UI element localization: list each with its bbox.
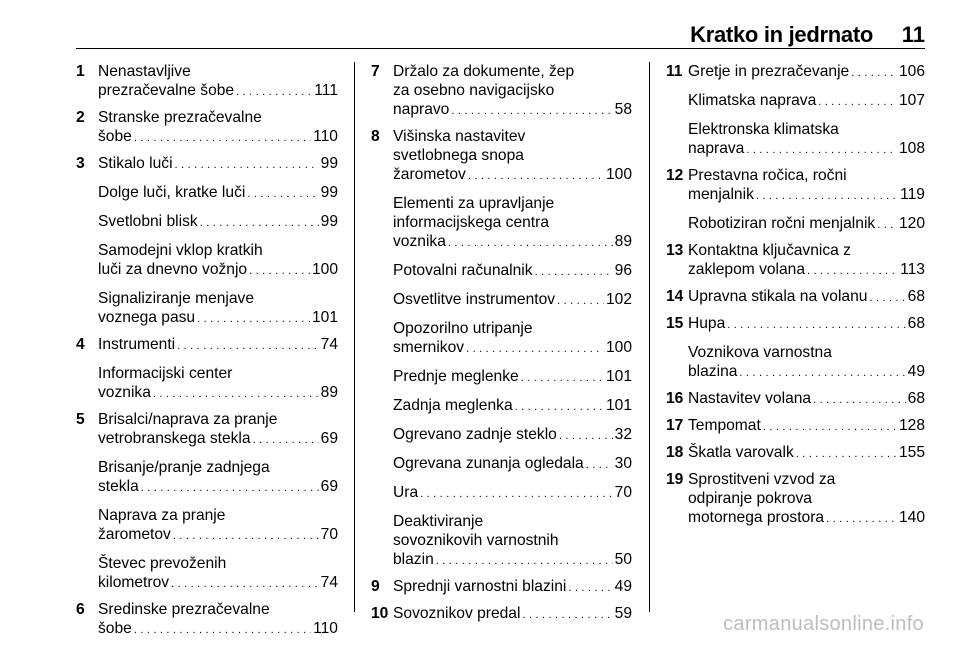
dot-leader [451,100,612,121]
entry-leader-line [98,619,338,640]
entry-leader-line [393,100,632,121]
dot-leader [818,91,897,112]
dot-leader [236,81,312,102]
entry-leader-line [688,91,925,112]
page-reference: 68 [907,288,925,305]
dot-leader [515,396,604,417]
entry-leader-line [393,165,632,186]
page-reference: 96 [614,262,632,279]
toc-entry [76,458,338,498]
entry-title: Svetlobni blisk [98,213,198,230]
entry-leader-line [393,550,632,571]
entry-number: 1 [76,63,85,80]
page-reference: 89 [614,233,632,250]
entry-text-line: za osebno navigacijsko [393,82,555,99]
page-reference: 49 [614,578,632,595]
entry-title: Gretje in prezračevanje [688,63,850,80]
toc-entry [666,214,925,235]
entry-leader-line [688,214,925,235]
entry-text-line: Sredinske prezračevalne [98,601,270,618]
entry-leader-line [98,429,338,450]
toc-entry [666,416,925,437]
entry-number: 14 [666,288,684,305]
toc-entry [76,241,338,281]
toc-entry [371,367,632,388]
page-reference: 99 [320,184,338,201]
entry-text-line: Deaktiviranje [393,513,484,530]
entry-number: 15 [666,315,684,332]
page-reference: 59 [614,605,632,622]
entry-title: Stikalo luči [98,155,173,172]
entry-leader-line [393,604,632,625]
page-reference: 74 [320,574,338,591]
entry-title: voznika [393,233,446,250]
page-reference: 58 [614,101,632,118]
dot-leader [420,483,613,504]
entry-title: luči za dnevno vožnjo [98,261,248,278]
dot-leader [253,429,319,450]
entry-title: Potovalni računalnik [393,262,533,279]
page-reference: 32 [614,426,632,443]
entry-title: prezračevalne šobe [98,82,235,99]
entry-title: Sovoznikov predal [393,605,521,622]
dot-leader [826,508,897,529]
toc-entry [666,343,925,383]
dot-leader [197,308,310,329]
entry-leader-line [688,416,925,437]
page-reference: 70 [614,484,632,501]
toc-entry [371,194,632,253]
entry-leader-line [688,389,925,410]
toc-entry [76,62,338,102]
entry-leader-line [98,525,338,546]
page-reference: 100 [605,339,632,356]
toc-entry [371,454,632,475]
dot-leader [177,335,319,356]
entry-leader-line [393,338,632,359]
dot-leader [134,619,311,640]
watermark: carmanualsonline.info [723,613,924,635]
entry-title: Instrumenti [98,336,176,353]
dot-leader [521,367,604,388]
entry-leader-line [98,335,338,356]
page-number: 11 [901,22,925,47]
toc-column-2 [371,62,632,631]
entry-title: Robotiziran ročni menjalnik [688,215,876,232]
entry-title: stekla [98,478,139,495]
page-reference: 68 [907,315,925,332]
page-reference: 140 [898,509,925,526]
entry-title: blazin [393,551,434,568]
entry-leader-line [98,260,338,281]
toc-entry [76,364,338,404]
toc-entry [666,241,925,281]
entry-leader-line [98,127,338,148]
toc-entry [76,554,338,594]
dot-leader [557,290,604,311]
entry-text-line: Brisalci/naprava za pranje [98,411,278,428]
toc-entry [371,396,632,417]
toc-entry [666,62,925,83]
toc-entry [76,506,338,546]
entry-title: motornega prostora [688,509,825,526]
column-divider [649,62,650,612]
entry-text-line: Naprava za pranje [98,507,226,524]
entry-number: 16 [666,390,684,407]
entry-number: 6 [76,601,85,618]
entry-leader-line [688,362,925,383]
entry-title: zaklepom volana [688,261,806,278]
entry-title: menjalnik [688,186,754,203]
dot-leader [586,454,613,475]
entry-number: 12 [666,167,684,184]
entry-number: 3 [76,155,85,172]
entry-text-line: Elektronska klimatska [688,121,839,138]
entry-leader-line [393,425,632,446]
entry-leader-line [393,367,632,388]
page-reference: 70 [320,526,338,543]
dot-leader [448,232,613,253]
entry-title: blazina [688,363,738,380]
page-reference: 50 [614,551,632,568]
toc-entry [371,512,632,571]
dot-leader [200,212,319,233]
entry-leader-line [393,577,632,598]
entry-text-line: Informacijski center [98,365,233,382]
entry-leader-line [98,212,338,233]
entry-text-line: odpiranje pokrova [688,490,812,507]
entry-number: 8 [371,128,380,145]
dot-leader [249,260,310,281]
entry-leader-line [98,383,338,404]
entry-number: 19 [666,471,684,488]
entry-text-line: Stranske prezračevalne [98,109,262,126]
dot-leader [851,62,897,83]
page-reference: 107 [898,92,925,109]
entry-title: napravo [393,101,450,118]
entry-number: 2 [76,109,85,126]
toc-entry [666,314,925,335]
toc-entry [666,287,925,308]
toc-entry [76,410,338,450]
entry-text-line: Sprostitveni vzvod za [688,471,836,488]
dot-leader [739,362,905,383]
entry-leader-line [393,454,632,475]
entry-title: Tempomat [688,417,761,434]
entry-title: Dolge luči, kratke luči [98,184,246,201]
dot-leader [134,127,311,148]
entry-title: Osvetlitve instrumentov [393,291,556,308]
page-reference: 49 [907,363,925,380]
entry-leader-line [98,81,338,102]
toc-entry [371,261,632,282]
toc-entry [371,425,632,446]
dot-leader [877,214,897,235]
toc-entry [76,183,338,204]
page-reference: 110 [313,128,338,145]
entry-text-line: Signaliziranje menjave [98,290,255,307]
entry-title: voznika [98,384,151,401]
page-reference: 99 [320,155,338,172]
toc-entry [76,108,338,148]
dot-leader [807,260,898,281]
entry-title: Ogrevano zadnje steklo [393,426,557,443]
toc-column-1 [76,62,338,646]
entry-title: vetrobranskega stekla [98,430,251,447]
entry-leader-line [688,314,925,335]
page-reference: 101 [605,368,632,385]
entry-number: 18 [666,444,684,461]
dot-leader [522,604,612,625]
entry-text-line: Elementi za upravljanje [393,195,555,212]
entry-leader-line [393,261,632,282]
toc-entry [666,470,925,529]
entry-leader-line [688,260,925,281]
dot-leader [153,383,319,404]
entry-leader-line [688,443,925,464]
toc-entry [76,600,338,640]
dot-leader [869,287,905,308]
page-reference: 120 [898,215,925,232]
entry-text-line: Samodejni vklop kratkih [98,242,263,259]
page-reference: 119 [900,186,925,203]
entry-text-line: Števec prevoženih [98,555,227,572]
dot-leader [141,477,319,498]
page-reference: 128 [898,417,925,434]
entry-number: 11 [666,63,683,80]
page-reference: 111 [314,82,338,99]
entry-title: Nastavitev volana [688,390,812,407]
entry-text-line: svetlobnega snopa [393,147,524,164]
toc-column-3 [666,62,925,535]
dot-leader [436,550,613,571]
toc-entry [666,120,925,160]
entry-title: žarometov [98,526,171,543]
dot-leader [173,525,319,546]
page-reference: 102 [605,291,632,308]
page-title: Kratko in jedrnato [690,22,873,47]
entry-number: 10 [371,605,389,622]
entry-leader-line [98,573,338,594]
toc-entry [76,212,338,233]
dot-leader [466,338,604,359]
entry-title: Prednje meglenke [393,368,519,385]
entry-leader-line [98,308,338,329]
toc-entry [666,389,925,410]
page-reference: 100 [311,261,338,278]
entry-leader-line [688,287,925,308]
toc-entry [666,443,925,464]
toc-entry [371,577,632,598]
toc-entry [666,166,925,206]
dot-leader [559,425,613,446]
page-reference: 108 [898,140,925,157]
dot-leader [535,261,613,282]
entry-text-line: Voznikova varnostna [688,344,832,361]
entry-leader-line [688,185,925,206]
page-reference: 74 [320,336,338,353]
page-reference: 100 [605,166,632,183]
entry-number: 4 [76,336,85,353]
entry-title: žarometov [393,166,466,183]
entry-leader-line [688,508,925,529]
entry-text-line: Opozorilno utripanje [393,320,533,337]
entry-number: 7 [371,63,380,80]
entry-text-line: Višinska nastavitev [393,128,526,145]
page-reference: 101 [311,309,338,326]
entry-leader-line [688,62,925,83]
dot-leader [796,443,897,464]
toc-entry [76,154,338,175]
entry-number: 13 [666,242,684,259]
toc-entry [371,319,632,359]
entry-title: naprava [688,140,745,157]
entry-text-line: sovoznikovih varnostnih [393,532,559,549]
entry-text-line: Prestavna ročica, ročni [688,167,847,184]
entry-title: šobe [98,620,132,637]
page-reference: 68 [907,390,925,407]
toc-entry [666,91,925,112]
entry-number: 17 [666,417,684,434]
page-reference: 30 [614,455,632,472]
entry-leader-line [98,183,338,204]
page-reference: 113 [900,261,925,278]
toc-entry [76,289,338,329]
toc-entry [371,127,632,186]
toc-entry [371,62,632,121]
entry-leader-line [393,396,632,417]
toc-entry [371,483,632,504]
entry-title: smernikov [393,339,465,356]
entry-text-line: Držalo za dokumente, žep [393,63,575,80]
entry-text-line: Nenastavljive [98,63,191,80]
entry-title: Upravna stikala na volanu [688,288,868,305]
dot-leader [756,185,898,206]
entry-leader-line [98,477,338,498]
dot-leader [568,577,612,598]
entry-text-line: informacijskega centra [393,214,550,231]
entry-title: šobe [98,128,132,145]
entry-leader-line [393,483,632,504]
page-reference: 110 [313,620,338,637]
page-reference: 101 [605,397,632,414]
entry-leader-line [393,232,632,253]
entry-leader-line [393,290,632,311]
dot-leader [763,416,897,437]
toc-entry [371,604,632,625]
entry-text-line: Brisanje/pranje zadnjega [98,459,270,476]
entry-leader-line [98,154,338,175]
page-reference: 89 [320,384,338,401]
entry-title: Ogrevana zunanja ogledala [393,455,584,472]
entry-title: Hupa [688,315,726,332]
entry-leader-line [688,139,925,160]
toc-entry [76,335,338,356]
page-reference: 69 [320,430,338,447]
entry-title: kilometrov [98,574,170,591]
page-reference: 69 [320,478,338,495]
entry-title: Škatla varovalk [688,444,794,461]
entry-text-line: Kontaktna ključavnica z [688,242,851,259]
page-reference: 99 [320,213,338,230]
entry-title: Zadnja meglenka [393,397,513,414]
dot-leader [171,573,319,594]
dot-leader [175,154,319,175]
entry-number: 9 [371,578,380,595]
toc-entry [371,290,632,311]
entry-title: Sprednji varnostni blazini [393,578,567,595]
page-reference: 155 [898,444,925,461]
dot-leader [746,139,897,160]
entry-title: voznega pasu [98,309,196,326]
entry-title: Klimatska naprava [688,92,817,109]
dot-leader [727,314,905,335]
page-header [76,22,925,49]
dot-leader [247,183,318,204]
page-reference: 106 [898,63,925,80]
column-divider [354,62,355,612]
entry-title: Ura [393,484,419,501]
dot-leader [468,165,604,186]
dot-leader [813,389,906,410]
entry-number: 5 [76,411,85,428]
